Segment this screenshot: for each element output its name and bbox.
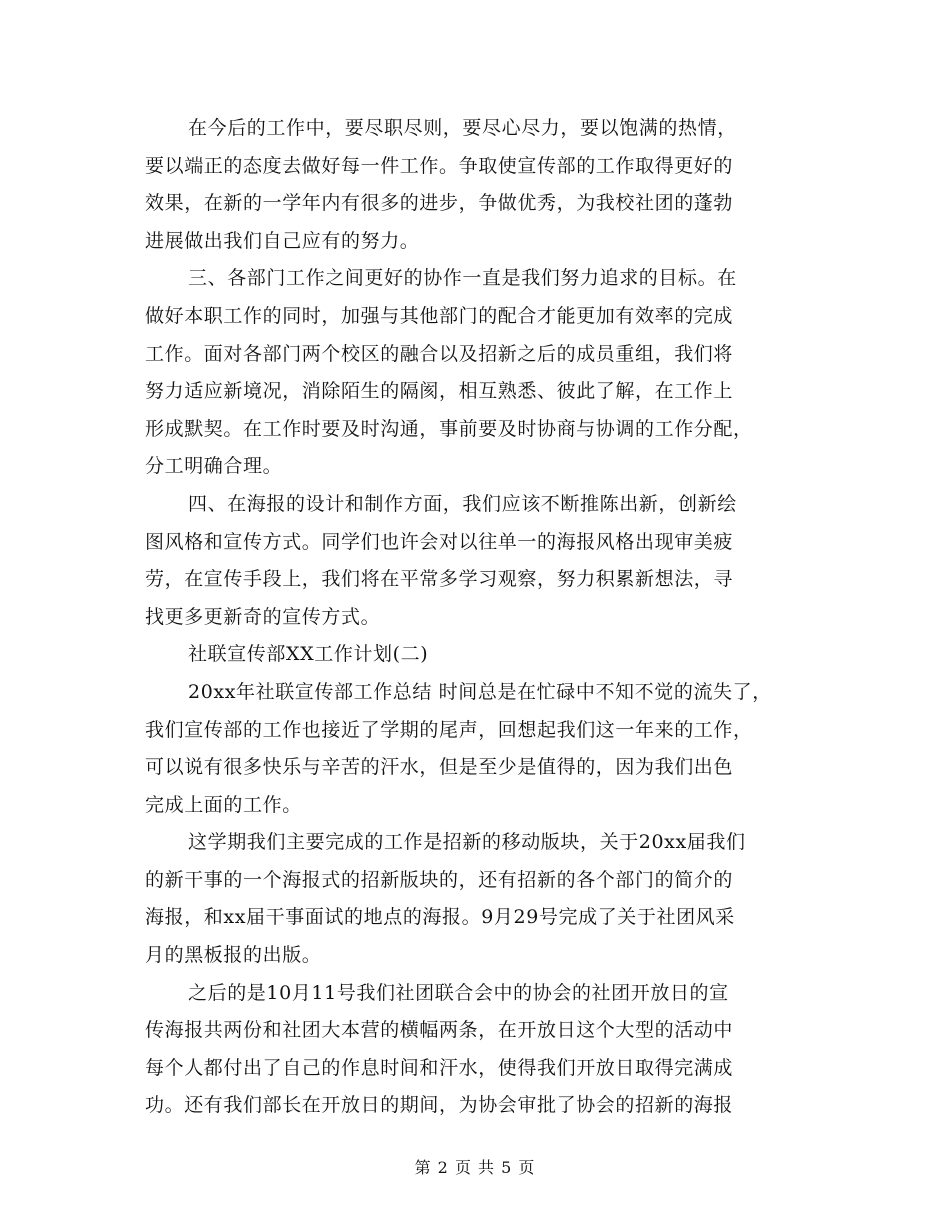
text-line: 努力适应新境况，消除陌生的隔阂，相互熟悉、彼此了解，在工作上 (145, 380, 734, 403)
text-line: 之后的是10月11号我们社团联合会中的协会的社团开放日的宣 (188, 981, 729, 1004)
text-line: 在今后的工作中，要尽职尽则，要尽心尽力，要以饱满的热情， (188, 117, 737, 139)
text-line: 海报，和xx届干事面试的地点的海报。9月29号完成了关于社团风采 (145, 906, 735, 929)
text-line: 图风格和宣传方式。同学们也许会对以往单一的海报风格出现审美疲 (145, 530, 734, 553)
text-line: 三、各部门工作之间更好的协作一直是我们努力追求的目标。在 (188, 267, 737, 290)
section-heading: 社联宣传部XX工作计划(二) (188, 643, 429, 666)
text-line: 月的黑板报的出版。 (145, 944, 322, 967)
text-line: 可以说有很多快乐与辛苦的汗水，但是至少是值得的，因为我们出色 (145, 756, 734, 779)
text-line: 找更多更新奇的宣传方式。 (145, 605, 381, 628)
text-line: 这学期我们主要完成的工作是招新的移动版块，关于20xx届我们 (188, 831, 746, 854)
text-line: 传海报共两份和社团大本营的横幅两条，在开放日这个大型的活动中 (145, 1019, 734, 1042)
text-line: 做好本职工作的同时，加强与其他部门的配合才能更加有效率的完成 (145, 304, 734, 327)
page-number-footer: 第 2 页 共 5 页 (414, 1158, 536, 1177)
text-line: 我们宣传部的工作也接近了学期的尾声，回想起我们这一年来的工作， (145, 718, 753, 741)
text-line: 功。还有我们部长在开放日的期间，为协会审批了协会的招新的海报 (145, 1094, 734, 1117)
text-line: 每个人都付出了自己的作息时间和汗水，使得我们开放日取得完满成 (145, 1056, 734, 1079)
document-body (145, 110, 825, 1125)
text-line: 进展做出我们自己应有的努力。 (145, 229, 420, 252)
text-line: 要以端正的态度去做好每一件工作。争取使宣传部的工作取得更好的 (145, 154, 734, 177)
text-line: 工作。面对各部门两个校区的融合以及招新之后的成员重组，我们将 (145, 342, 734, 365)
text-line: 形成默契。在工作时要及时沟通，事前要及时协商与协调的工作分配， (145, 417, 753, 440)
text-line: 分工明确合理。 (145, 455, 283, 478)
text-line: 完成上面的工作。 (145, 793, 302, 816)
text-line: 四、在海报的设计和制作方面，我们应该不断推陈出新，创新绘 (188, 492, 737, 515)
text-line: 效果，在新的一学年内有很多的进步，争做优秀，为我校社团的蓬勃 (145, 192, 734, 215)
text-line: 的新干事的一个海报式的招新版块的，还有招新的各个部门的简介的 (145, 868, 734, 891)
text-line: 劳，在宣传手段上，我们将在平常多学习观察，努力积累新想法，寻 (145, 568, 734, 591)
text-line: 20xx年社联宣传部工作总结 时间总是在忙碌中不知不觉的流失了， (188, 680, 772, 703)
